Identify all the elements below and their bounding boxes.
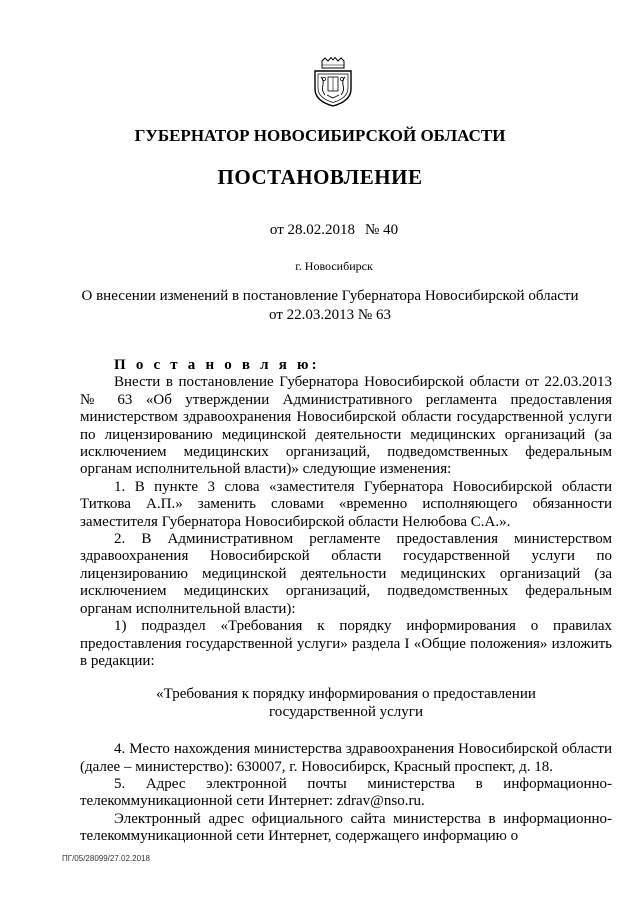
document-number: № 40 xyxy=(365,222,399,238)
paragraph-4: 4. Место нахождения министерства здравоохранения Новосибирской области (далее – министерство): 630007, г. Новосибирск, Красный проспект, д. 18. xyxy=(80,741,612,775)
document-body xyxy=(80,357,612,846)
document-date: от 28.02.2018 xyxy=(269,222,356,238)
resolve-word: П о с т а н о в л я ю xyxy=(114,357,312,373)
item-2-paragraph: 2. В Административном регламенте предоставления министерством здравоохранения Новосибирской области государственной услуги по лицензированию медицинской деятельности медицинских организаций (за исключением медицинских организаций, подведомственных федеральным органам исполнительной власти): xyxy=(80,531,612,617)
footer-document-code: ПГ/05/28099/27.02.2018 xyxy=(62,854,150,863)
governor-heading: ГУБЕРНАТОР НОВОСИБИРСКОЙ ОБЛАСТИ xyxy=(134,126,506,145)
document-type-title: ПОСТАНОВЛЕНИЕ xyxy=(217,165,423,189)
paragraph-5: 5. Адрес электронной почты министерства в информационно-телекоммуникационной сети Интернет: zdrav@nso.ru. xyxy=(80,775,612,810)
subject-line-2: от 22.03.2013 № 63 xyxy=(269,307,391,323)
item-2-1-paragraph: 1) подраздел «Требования к порядку информирования о правилах предоставления государственной услуги» раздела I «Общие положения» изложить в редакции: xyxy=(80,618,612,669)
paragraph-6: Электронный адрес официального сайта министерства в информационно-телекоммуникационной сети Интернет, содержащего информацию о xyxy=(80,810,612,845)
subject-line-1: О внесении изменений в постановление Губернатора Новосибирской области xyxy=(81,288,579,304)
item-1-paragraph: 1. В пункте 3 слова «заместителя Губернатора Новосибирской области Титкова А.П.» заменить словами «временно исполняющего обязанности заместителя Губернатора Новосибирской области Нелюбова С.А.». xyxy=(80,478,612,530)
date-number-line xyxy=(0,222,640,239)
intro-paragraph: Внести в постановление Губернатора Новосибирской области от 22.03.2013 № 63 «Об утверждении Административного регламента предоставления министерством здравоохранения Новосибирской области государственной услуги по лицензированию медицинской деятельности медицинских организаций (за исключением медицинских организаций, подведомственных федеральным органам исполнительной власти)» следующие изменения: xyxy=(80,374,612,478)
resolve-line xyxy=(80,357,612,374)
city-line: г. Новосибирск xyxy=(295,259,373,273)
quoted-section-heading: «Требования к порядку информирования о предоставлении государственной услуги xyxy=(156,686,536,720)
coat-of-arms-icon xyxy=(311,57,355,107)
resolve-colon: : xyxy=(311,357,317,373)
document-subject xyxy=(60,287,600,325)
